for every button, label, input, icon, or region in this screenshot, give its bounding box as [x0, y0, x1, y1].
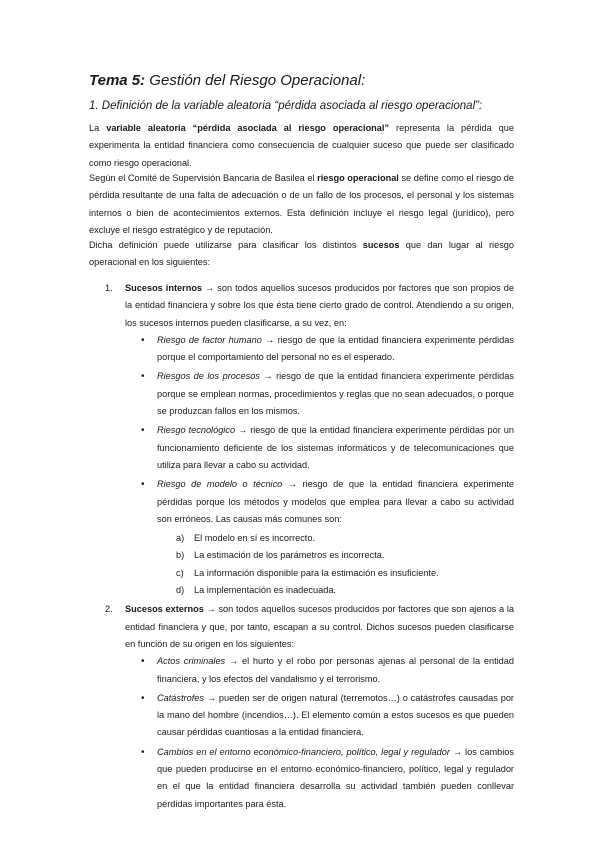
- list-item: • Catástrofes → pueden ser de origen natural (terremotos…) o catástrofes causadas por la mano del hombre (incendios…). El elemento común a estos sucesos es que pueden causar pérdidas cuantiosas a la entidad financiera.: [89, 690, 514, 742]
- bullet-icon: •: [141, 334, 145, 346]
- sub-item: c) La información disponible para la estimación es insuficiente.: [176, 567, 439, 578]
- internal-bullets: [89, 332, 514, 528]
- sub-item: a) El modelo en sí es incorrecto.: [176, 533, 316, 544]
- list-item: • Actos criminales → el hurto y el robo por personas ajenas al personal de la entidad financiera, y los efectos del vandalismo y el terrorismo.: [89, 653, 514, 688]
- paragraph-1: La variable aleatoria “pérdida asociada al riesgo operacional” representa la pérdida que experimenta la entidad financiera como consecuencia de cualquier suceso que puede ser clasificado como riesgo operacional.: [89, 123, 515, 168]
- list-item: • Riesgo de modelo o técnico → riesgo de que la entidad financiera experimente pérdidas porque los métodos y modelos que emplea para llevar a cabo su actividad son erróneos. Las causas más comunes son:: [89, 476, 514, 528]
- bullet-icon: •: [141, 371, 145, 383]
- paragraph-3: Dicha definición puede utilizarse para clasificar los distintos sucesos que dan lugar al riesgo operacional en los siguientes:: [89, 240, 515, 268]
- bullet-icon: •: [141, 425, 145, 437]
- bullet-icon: •: [141, 692, 145, 704]
- list-item-external: 2. Sucesos externos → son todos aquellos sucesos producidos por factores que son ajenos a la entidad financiera y que, por tanto, escapan a su control. Dichos sucesos pueden clasificarse en función de su origen en los siguientes:: [105, 604, 514, 649]
- list-item: • Riesgos de los procesos → riesgo de que la entidad financiera experimente pérdidas porque se emplean normas, procedimientos y reglas que no sean adecuados, o porque se produzcan fallos en los mismos.: [89, 368, 514, 420]
- bullet-icon: •: [141, 746, 145, 758]
- list-item: • Cambios en el entorno económico-financiero, político, legal y regulador → los cambios que pueden producirse en el entorno económico-financiero, político, legal y regulador en el que la entidad financiera desarrolla su actividad también pueden conllevar pérdidas importantes para ésta.: [89, 744, 514, 813]
- section-subtitle: 1. Definición de la variable aleatoria “pérdida asociada al riesgo operacional”:: [89, 100, 483, 112]
- page-title: [89, 72, 365, 89]
- list-item: • Riesgo tecnológico → riesgo de que la entidad financiera experimente pérdidas por un funcionamiento deficiente de los sistemas informáticos y de telecomunicaciones que utiliza para llevar a cabo su actividad.: [89, 422, 514, 474]
- sub-list: [89, 530, 514, 599]
- paragraph-2: Según el Comité de Supervisión Bancaria de Basilea el riesgo operacional se define como el riesgo de pérdida resultante de una falta de adecuación o de un fallo de los procesos, el personal y los sistemas internos o bien de acontecimientos externos. Esta definición incluye el riesgo legal (jurídico), pero excluye el riesgo estratégico y de reputación.: [89, 173, 514, 235]
- title-prefix: Tema 5:: [89, 72, 146, 89]
- sub-item: b) La estimación de los parámetros es incorrecta.: [176, 550, 385, 561]
- bullet-icon: •: [141, 479, 145, 491]
- list-item: • Riesgo de factor humano → riesgo de que la entidad financiera experimente pérdidas porque el comportamiento del personal no es el esperado.: [89, 332, 514, 367]
- numbered-list: [89, 280, 514, 815]
- bullet-icon: •: [141, 656, 145, 668]
- title-rest: Gestión del Riesgo Operacional:: [145, 72, 366, 89]
- list-item-internal: 1. Sucesos internos → son todos aquellos sucesos producidos por factores que son propios de la entidad financiera y sobre los que ésta tiene cierto grado de control. Atendiendo a su origen, los sucesos internos pueden clasificarse, a su vez, en:: [105, 283, 514, 328]
- external-bullets: [89, 653, 514, 813]
- sub-item: d) La implementación es inadecuada.: [176, 585, 336, 596]
